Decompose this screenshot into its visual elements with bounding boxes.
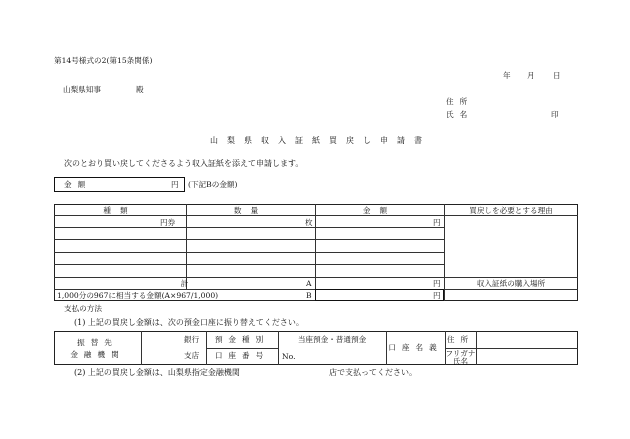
- payment-heading: 支払の方法: [64, 304, 102, 313]
- header-reason: 買戻しを必要とする理由: [469, 206, 553, 215]
- amount-note: (下記Bの金額): [188, 180, 238, 189]
- equivalent-unit: 円: [433, 291, 441, 300]
- kind-unit: 円券: [160, 218, 176, 227]
- holder-address-label: 住所: [446, 335, 475, 344]
- total-unit: 円: [433, 279, 441, 288]
- page-title: 山梨県収入証紙買戻し申請書: [210, 136, 431, 145]
- payment-option-2-prefix: (2) 上記の買戻し金額は、山梨県指定金融機関: [74, 368, 240, 377]
- total-mark: A: [306, 279, 312, 288]
- number-prefix: No.: [282, 352, 296, 361]
- holder-name-label: 氏名: [452, 357, 469, 366]
- transfer-label-2: 金融機関: [70, 350, 125, 359]
- name-label: 氏名: [446, 110, 474, 119]
- amount-unit-row: 円: [433, 218, 441, 227]
- date-day: 日: [553, 71, 561, 80]
- total-label: 計: [180, 279, 189, 288]
- address-label: 住所: [446, 97, 474, 106]
- payment-option-2-suffix: 店で支払ってください。: [329, 368, 417, 377]
- equivalent-mark: B: [306, 291, 312, 300]
- furigana-label: フリガナ: [445, 349, 476, 358]
- purchase-place-label: 収入証紙の購入場所: [476, 279, 546, 288]
- account-types: 当座預金・普通預金: [297, 335, 367, 344]
- payment-option-1: (1) 上記の買戻し金額は、次の預金口座に振り替えてください。: [74, 318, 304, 327]
- honorific: 殿: [136, 85, 144, 94]
- amount-b-box: [315, 289, 444, 301]
- header-quantity: 数量: [233, 206, 268, 215]
- addressee: 山梨県知事: [63, 85, 101, 94]
- date-year: 年: [503, 71, 511, 80]
- deposit-type-label: 預金種別: [214, 335, 270, 344]
- intro-text: 次のとおり買い戻してくださるよう収入証紙を添えて申請します。: [64, 159, 304, 168]
- header-amount: 金額: [362, 206, 397, 215]
- amount-label: 金額: [64, 180, 92, 189]
- header-kind: 種類: [103, 206, 137, 215]
- bank-label: 銀行: [184, 335, 200, 344]
- form-number: 第14号様式の2(第15条関係): [54, 56, 153, 65]
- branch-label: 支店: [184, 351, 200, 360]
- amount-unit: 円: [171, 180, 179, 189]
- account-number-label: 口座番号: [214, 351, 270, 360]
- date-month: 月: [527, 71, 535, 80]
- quantity-unit: 枚: [305, 218, 313, 227]
- account-holder-label: 口座名義: [388, 343, 443, 352]
- transfer-label-1: 振替先: [77, 338, 118, 347]
- equivalent-label: 1,000分の967に相当する金額(A×967/1,000): [57, 291, 219, 300]
- seal-mark: 印: [551, 110, 559, 119]
